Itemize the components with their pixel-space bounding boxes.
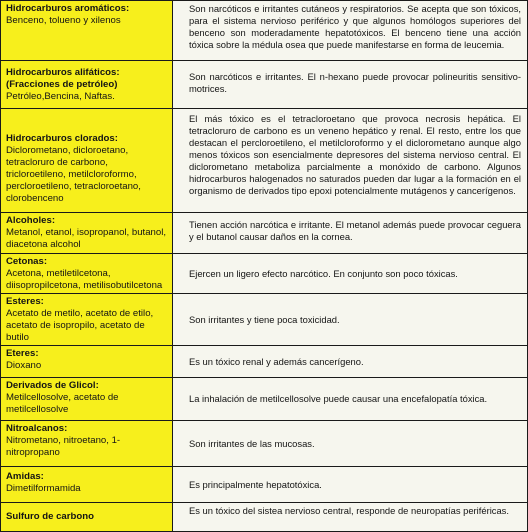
category-cell [1,1,173,60]
effect-cell [173,294,527,345]
table-row [1,109,527,213]
category-cell [1,213,173,253]
category-name: Amidas: [6,471,44,482]
category-name: Esteres: [6,296,44,307]
effect-text: Son irritantes y tiene poca toxicidad. [189,313,340,325]
effect-cell [173,467,527,502]
category-cell [1,61,173,108]
category-cell [1,421,173,466]
table-row [1,503,527,531]
effect-text: Son narcóticos e irritantes cutáneos y respiratorios. Se acepta que son tóxicos, para el sistema nervioso periférico y que algunos homólogos superiores del benceno son moderadamente hepatotóxicos. El benceno tiene una acción tóxica sobre la médula osea que puede manifestarse en forma de leucemia. [189,3,521,50]
category-name: Eteres: [6,348,39,359]
effect-cell [173,503,527,531]
table-row [1,294,527,346]
effect-text: Ejercen un ligero efecto narcótico. En conjunto son poco tóxicas. [189,267,458,279]
effect-text: Es principalmente hepatotóxica. [189,478,322,490]
table-row [1,346,527,378]
effect-cell [173,1,527,60]
table-row [1,421,527,467]
effect-text: La inhalación de metilcellosolve puede causar una encefalopatía tóxica. [189,393,488,404]
table-row [1,213,527,254]
table-row [1,61,527,109]
compound-list: Dioxano [6,360,42,371]
effect-text: Tienen acción narcótica e irritante. El metanol además puede provocar ceguera y el butanol causar daños en la cornea. [189,219,521,242]
effect-text: Son irritantes de las mucosas. [189,437,315,449]
table-row [1,254,527,294]
effect-cell [173,254,527,293]
category-cell [1,109,173,212]
category-name: Hidrocarburos aromáticos: [6,3,130,14]
effect-cell [173,421,527,466]
category-cell [1,503,173,531]
category-name: Hidrocarburos alifáticos: (Fracciones de petróleo) [6,67,120,90]
category-cell [1,294,173,345]
effect-cell [173,346,527,377]
compound-list: Benceno, tolueno y xilenos [6,15,121,26]
compound-list: Diclorometano, dicloroetano, tetracloruro de carbono, tricloroetileno, metilcloroformo, percloroetileno, tetracloroetano, clorobenceno [6,145,141,204]
compound-list: Dimetilformamida [6,483,81,494]
effect-cell [173,61,527,108]
compound-list: Nitrometano, nitroetano, 1-nitropropano [6,435,121,458]
category-cell [1,467,173,502]
category-name: Cetonas: [6,256,48,267]
table-row [1,467,527,503]
category-cell [1,378,173,420]
compound-list: Acetona, metiletilcetona, diisopropilcetona, metilisobutilcetona [6,268,163,291]
compound-list: Metanol, etanol, isopropanol, butanol, diacetona alcohol [6,227,167,250]
effect-text: Es un tóxico del sistea nervioso central, responde de neuropatías periféricas. [189,505,509,516]
category-name: Alcoholes: [6,215,56,226]
effect-text: Es un tóxico renal y además cancerígeno. [189,355,364,367]
effect-cell [173,109,527,212]
category-name: Nitroalcanos: [6,423,68,434]
effect-text: El más tóxico es el tetracloroetano que provoca necrosis hepática. El tetracloruro de carbono es un veneno hepático y renal. El resto, entre los que destacan el percloroetileno, el metilcloroformo y el diclorometano aunque algo menos tóxicos son esencialmente depresores del sistema nervioso central. El diclorometano metaboliza parcialmente a monóxido de carbono. Algunos hidrocarburos halogenados no saturados pueden dar lugar a la formación en el organismo de derivados tipo epoxi potencialmente mutágenos y cancerígenos. [189,113,521,196]
compound-list: Metilcellosolve, acetato de metilcellosolve [6,392,119,415]
effect-cell [173,213,527,253]
compound-list: Acetato de metilo, acetato de etilo, acetato de isopropilo, acetato de butilo [6,308,154,343]
category-cell [1,346,173,377]
category-name: Sulfuro de carbono [6,511,94,522]
category-cell [1,254,173,293]
compound-list: Petróleo,Bencina, Naftas. [6,91,115,102]
effect-text: Son narcóticos e irritantes. El n-hexano puede provocar polineuritis sensitivo-motrices. [189,71,521,94]
category-name: Hidrocarburos clorados: [6,133,118,144]
category-name: Derivados de Glicol: [6,380,99,391]
effect-cell [173,378,527,420]
table-row [1,378,527,421]
table-row [1,1,527,61]
